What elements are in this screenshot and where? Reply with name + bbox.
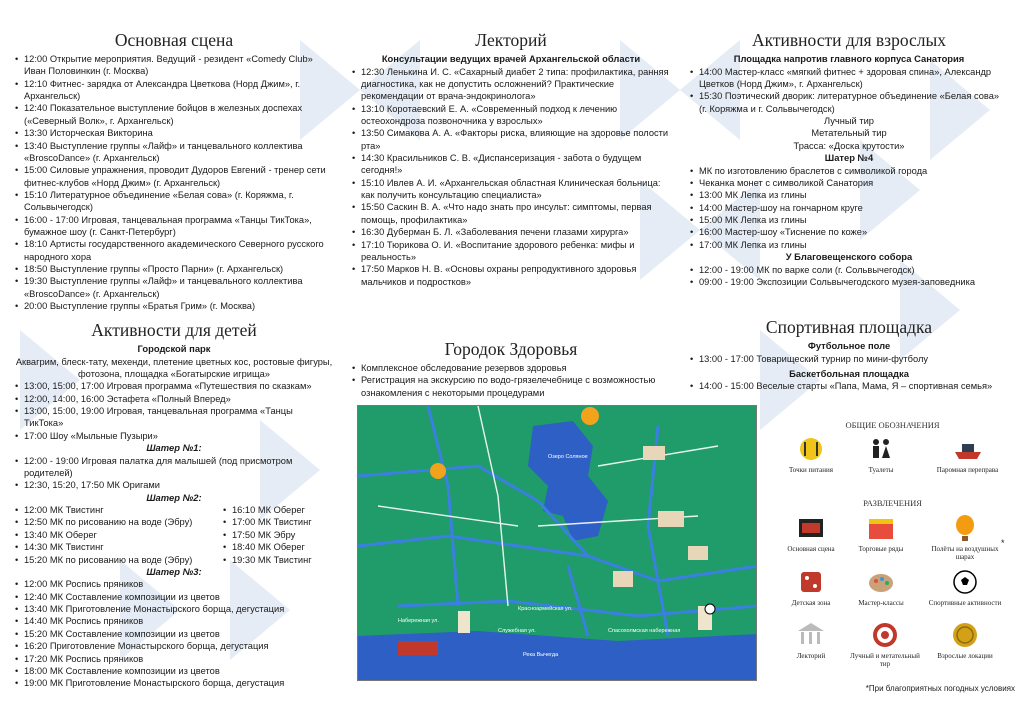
list-item: • 13:40 Выступление группы «Лайф» и танцевального коллектива «BroscoDance» (г. Архангельск) — [15, 140, 333, 165]
list-item: • 18:50 Выступление группы «Просто Парни» (г. Архангельск) — [15, 263, 333, 275]
list-item: • 15:30 Поэтический дворик: литературное объединение «Белая сова» (г. Коряжма и г. Сольвычегодск) — [690, 90, 1008, 115]
list-item: • Комплексное обследование резервов здоровья — [352, 362, 670, 374]
legend-label: Мастер-классы — [858, 599, 904, 607]
basket-list — [690, 380, 1008, 392]
list-item: • 19:00 МК Приготовление Монастырского борща, дегустация — [15, 677, 333, 689]
list-item: • 20:00 Выступление группы «Братья Грим» (г. Москва) — [15, 300, 333, 312]
list-item: • 19:30 МК Твистинг — [223, 554, 333, 566]
list-item: • 13:00 - 17:00 Товарищеский турнир по мини-футболу — [690, 353, 1008, 365]
list-item: • 15:20 МК по рисованию на воде (Эбру) — [15, 554, 223, 566]
kids-list — [15, 380, 333, 442]
legend-sport — [925, 567, 1005, 607]
sport-title: Спортивная площадка — [765, 317, 933, 337]
health-section — [352, 339, 670, 399]
kids-section — [15, 320, 333, 690]
list-item: • 15:10 Литературное объединение «Белая сова» (г. Коряжма, г. Сольвычегодск) — [15, 189, 333, 214]
legend-balloons — [925, 513, 1005, 561]
list-item: • 12:40 МК Составление композиции из цветов — [15, 591, 333, 603]
list-item: • 16:10 МК Оберег — [223, 504, 333, 516]
list-item: • 19:30 Выступление группы «Лайф» и танцевального коллектива «BroscoDance» (г. Архангельск) — [15, 275, 333, 300]
list-item: • 16:20 Приготовление Монастырского борща, дегустация — [15, 640, 333, 652]
sport-section — [690, 317, 1008, 393]
lectures-section — [352, 30, 670, 288]
health-title: Городок Здоровья — [444, 339, 578, 359]
list-item: • 12:50 МК по рисованию на воде (Эбру) — [15, 516, 223, 528]
list-item: • 17:00 МК Твистинг — [223, 516, 333, 528]
list-item: • 18:10 Артисты государственного академического Северного русского народного хора — [15, 238, 333, 263]
list-item: • 12:00 Открытие мероприятия. Ведущий - резидент «Comedy Club» Иван Половинкин (г. Москва) — [15, 53, 333, 78]
park-text: Аквагрим, блеск-тату, мехенди, плетение цветных кос, ростовые фигуры, фотозона, площадка «Богатырские игрища» — [15, 356, 333, 379]
range-line: Метательный тир — [811, 128, 887, 139]
park-title: Городской парк — [137, 343, 211, 354]
tent2-columns — [15, 504, 333, 566]
legend-label: Туалеты — [868, 466, 894, 474]
dice-icon — [796, 567, 826, 597]
lectures-title: Лекторий — [475, 30, 547, 50]
legend-general-title: ОБЩИЕ ОБОЗНАЧЕНИЯ — [845, 420, 940, 430]
balloon-icon — [950, 513, 980, 543]
list-item: • 13:00 МК Лепка из глины — [690, 189, 1008, 201]
list-item: • 18:40 МК Оберег — [223, 541, 333, 553]
list-item: • 12:00, 14:00, 16:00 Эстафета «Полный Вперед» — [15, 393, 333, 405]
tent4-title: Шатер №4 — [824, 152, 874, 164]
list-item: • МК по изготовлению браслетов с символикой города — [690, 165, 1008, 177]
event-map[interactable] — [357, 405, 757, 681]
coin-icon — [950, 620, 980, 650]
list-item: • 15:20 МК Составление композиции из цветов — [15, 628, 333, 640]
list-item: • 17:20 МК Роспись пряников — [15, 653, 333, 665]
legend-label: Полёты на воздушных шарах — [931, 545, 999, 562]
tent1-title: Шатер №1: — [146, 442, 202, 454]
street-label: Набережная ул. — [398, 618, 439, 624]
list-item: • 16:00 - 17:00 Игровая, танцевальная программа «Танцы ТикТока», бумажное шоу (г. Санкт-Петербург) — [15, 214, 333, 239]
football-list — [690, 353, 1008, 365]
tent3-title: Шатер №3: — [146, 565, 202, 577]
stage-icon — [796, 513, 826, 543]
legend-adult — [925, 620, 1005, 660]
main-stage-list — [15, 53, 333, 313]
river-label: Река Вычегда — [523, 652, 559, 658]
legend-label: Точки питания — [789, 466, 833, 474]
main-stage-section — [15, 30, 333, 313]
adults-subtitle: Площадка напротив главного корпуса Санатория — [733, 53, 965, 64]
ferry-icon — [953, 434, 983, 464]
legend-toilets — [845, 434, 917, 474]
legend-fun-title: РАЗВЛЕЧЕНИЯ — [863, 498, 922, 508]
palette-icon — [866, 567, 896, 597]
tent2-right — [223, 504, 333, 566]
list-item: • 17:50 МК Эбру — [223, 529, 333, 541]
footnote: *При благоприятных погодных условиях — [865, 684, 1015, 693]
list-item: • 13:40 МК Приготовление Монастырского борща, дегустация — [15, 603, 333, 615]
balloons-asterisk: * — [1001, 538, 1005, 548]
range-line: Трасса: «Доска крутости» — [793, 140, 905, 151]
tent1-list — [15, 455, 333, 492]
list-item: • 16:30 Дуберман Б. Л. «Заболевания печени глазами хирурга» — [352, 226, 670, 238]
list-item: • 12:10 Фитнес- зарядка от Александра Цветкова (Норд Джим», г. Архангельск) — [15, 78, 333, 103]
adults-title: Активности для взрослых — [751, 30, 947, 50]
list-item: • 12:30, 15:20, 17:50 МК Оригами — [15, 479, 333, 491]
list-item: • 17:50 Марков Н. В. «Основы охраны репродуктивного здоровья мальчиков и подростков» — [352, 263, 670, 288]
legend-label: Торговые ряды — [858, 545, 904, 553]
lecture-icon — [796, 620, 826, 650]
legend-ferry — [925, 434, 1010, 474]
legend-shooting — [845, 620, 925, 668]
list-item: • 15:50 Саскин В. А. «Что надо знать про инсульт: симптомы, первая помощь, профилактика» — [352, 201, 670, 226]
list-item: • 09:00 - 19:00 Экспозиции Сольвычегодского музея-заповедника — [690, 276, 1008, 288]
list-item: • 14:00 Мастер-шоу на гончарном круге — [690, 202, 1008, 214]
lake-label: Озеро Соляное — [548, 454, 588, 460]
street-label: Спасохолмская набережная — [608, 628, 681, 634]
football-title: Футбольное поле — [807, 340, 891, 351]
map-legend — [775, 420, 1010, 678]
trade-icon — [866, 513, 896, 543]
legend-lecture — [775, 620, 847, 660]
list-item: • 13:30 Исторческая Викторина — [15, 127, 333, 139]
tent3-list — [15, 578, 333, 689]
legend-label: Лучный и метательный тир — [850, 652, 920, 669]
adults-list — [690, 66, 1008, 115]
list-item: • 15:00 МК Лепка из глины — [690, 214, 1008, 226]
list-item: • 13:50 Симакова А. А. «Факторы риска, влияющие на здоровье полости рта» — [352, 127, 670, 152]
health-list — [352, 362, 670, 399]
legend-food — [775, 434, 847, 474]
list-item: • 13:00, 15:00, 19:00 Игровая, танцевальная программа «Танцы ТикТока» — [15, 405, 333, 430]
adults-section — [690, 30, 1008, 288]
lectures-list — [352, 66, 670, 288]
list-item: • 12:00 МК Твистинг — [15, 504, 223, 516]
list-item: • 14:40 МК Роспись пряников — [15, 615, 333, 627]
tent2-left — [15, 504, 223, 566]
list-item: • 14:30 МК Твистинг — [15, 541, 223, 553]
list-item: • 13:40 МК Оберег — [15, 529, 223, 541]
range-line: Лучный тир — [824, 115, 874, 126]
list-item: • 16:00 Мастер-шоу «Тиснение по коже» — [690, 226, 1008, 238]
basket-title: Баскетбольная площадка — [789, 367, 909, 379]
list-item: • 15:00 Силовые упражнения, проводит Дудоров Евгений - тренер сети фитнес-клубов «Норд Джим» (г. Архангельск) — [15, 164, 333, 189]
list-item: • 13:10 Коротаевский Е. А. «Современный подход к лечению остеохондроза позвоночника у взрослых» — [352, 103, 670, 128]
toilet-icon — [866, 434, 896, 464]
list-item: • 12:30 Ленькина И. С. «Сахарный диабет 2 типа: профилактика, ранняя диагностика, как не допустить осложнений? Практические рекомендации от врача-эндокринолога» — [352, 66, 670, 103]
legend-kids — [775, 567, 847, 607]
cathedral-title: У Благовещенского собора — [785, 251, 913, 263]
list-item: • 13:00, 15:00, 17:00 Игровая программа «Путешествия по сказкам» — [15, 380, 333, 392]
legend-label: Детская зона — [791, 599, 831, 607]
list-item: • Чеканка монет с символикой Санатория — [690, 177, 1008, 189]
list-item: • 15:10 Ивлев А. И. «Архангельская областная Клиническая больница: как получить консультацию специалиста» — [352, 177, 670, 202]
football-icon — [950, 567, 980, 597]
target-icon — [870, 620, 900, 650]
legend-label: Спортивные активности — [928, 599, 1002, 607]
list-item: • 18:00 МК Составление композиции из цветов — [15, 665, 333, 677]
street-label: Служебная ул. — [498, 628, 536, 634]
legend-label: Взрослые локации — [937, 652, 993, 660]
legend-stage — [775, 513, 847, 553]
legend-label: Паромная переправа — [936, 466, 999, 474]
list-item: • 17:00 Шоу «Мыльные Пузыри» — [15, 430, 333, 442]
list-item: • 17:00 МК Лепка из глины — [690, 239, 1008, 251]
list-item: • 12:00 - 19:00 Игровая палатка для малышей (под присмотром родителей) — [15, 455, 333, 480]
list-item: • 12:00 - 19:00 МК по варке соли (г. Сольвычегодск) — [690, 264, 1008, 276]
list-item: • 14:00 - 15:00 Веселые старты «Папа, Мама, Я – спортивная семья» — [690, 380, 1008, 392]
street-label: Красноармейская ул. — [518, 606, 573, 612]
food-icon — [796, 434, 826, 464]
list-item: • 14:30 Красильников С. В. «Диспансеризация - забота о будущем сегодня!» — [352, 152, 670, 177]
kids-title: Активности для детей — [91, 320, 257, 340]
cathedral-list — [690, 264, 1008, 289]
list-item: • 12:00 МК Роспись пряников — [15, 578, 333, 590]
list-item: • 12:40 Показательное выступление бойцов в железных доспехах («Северный Волк», г. Архангельск) — [15, 102, 333, 127]
list-item: • 14:00 Мастер-класс «мягкий фитнес + здоровая спина», Александр Цветков (Норд Джим», г. Архангельск) — [690, 66, 1008, 91]
lectures-subtitle: Консультации ведущих врачей Архангельской области — [381, 53, 641, 64]
main-stage-title: Основная сцена — [114, 30, 234, 50]
legend-trade — [845, 513, 917, 553]
map-graphic — [358, 406, 757, 681]
tent2-title: Шатер №2: — [146, 491, 202, 503]
legend-label: Основная сцена — [787, 545, 835, 553]
tent4-list — [690, 165, 1008, 252]
legend-label: Лекторий — [796, 652, 826, 660]
list-item: • Регистрация на экскурсию по водо-грязелечебнице с возможностью ознакомления с некоторыми процедурами — [352, 374, 670, 399]
list-item: • 17:10 Тюрикова О. И. «Воспитание здорового ребенка: мифы и реальность» — [352, 239, 670, 264]
legend-masterclass — [845, 567, 917, 607]
